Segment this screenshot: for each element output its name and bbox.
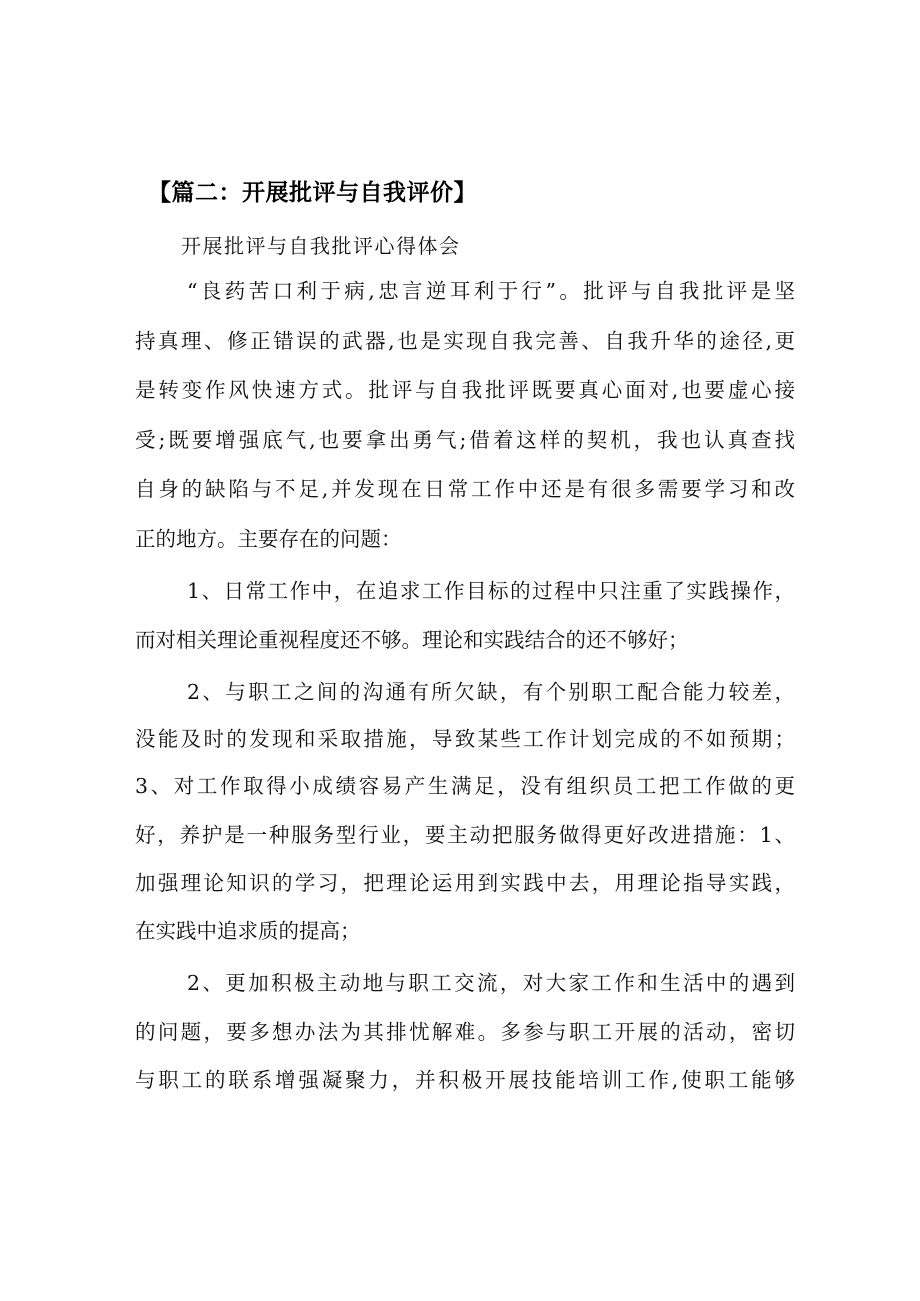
paragraph-line: 自身的缺陷与不足,并发现在日常工作中还是有很多需要学习和改	[135, 477, 795, 501]
paragraph-line: 2、与职工之间的沟通有所欠缺，有个别职工配合能力较差，	[187, 680, 795, 704]
paragraph-line: 1、日常工作中，在追求工作目标的过程中只注重了实践操作，	[187, 579, 795, 603]
paragraph-line: 与职工的联系增强凝聚力，并积极开展技能培训工作,使职工能够	[135, 1068, 795, 1092]
paragraph-line: 没能及时的发现和采取措施，导致某些工作计划完成的不如预期；	[135, 727, 795, 751]
document-subtitle: 开展批评与自我批评心得体会	[181, 234, 461, 258]
paragraph-line: 加强理论知识的学习，把理论运用到实践中去，用理论指导实践，	[135, 871, 795, 895]
paragraph-line: 正的地方。主要存在的问题：	[135, 527, 402, 551]
paragraph-line: 而对相关理论重视程度还不够。理论和实践结合的还不够好；	[135, 628, 689, 652]
section-heading: 【篇二：开展批评与自我评价】	[148, 180, 477, 206]
paragraph-line: 是转变作风快速方式。批评与自我批评既要真心面对,也要虚心接	[135, 378, 795, 402]
paragraph-line: “良药苦口利于病,忠言逆耳利于行”。批评与自我批评是坚	[187, 279, 795, 303]
paragraph-line: 2、更加积极主动地与职工交流，对大家工作和生活中的遇到	[187, 971, 795, 995]
paragraph-line: 好，养护是一种服务型行业，要主动把服务做得更好改进措施：1、	[135, 823, 795, 847]
paragraph-line: 的问题，要多想办法为其排忧解难。多参与职工开展的活动，密切	[135, 1020, 795, 1044]
paragraph-line: 持真理、修正错误的武器,也是实现自我完善、自我升华的途径,更	[135, 329, 795, 353]
paragraph-line: 受;既要增强底气,也要拿出勇气;借着这样的契机，我也认真查找	[135, 428, 795, 452]
paragraph-line: 3、对工作取得小成绩容易产生满足，没有组织员工把工作做的更	[135, 774, 795, 798]
paragraph-line: 在实践中追求质的提高；	[135, 919, 361, 943]
